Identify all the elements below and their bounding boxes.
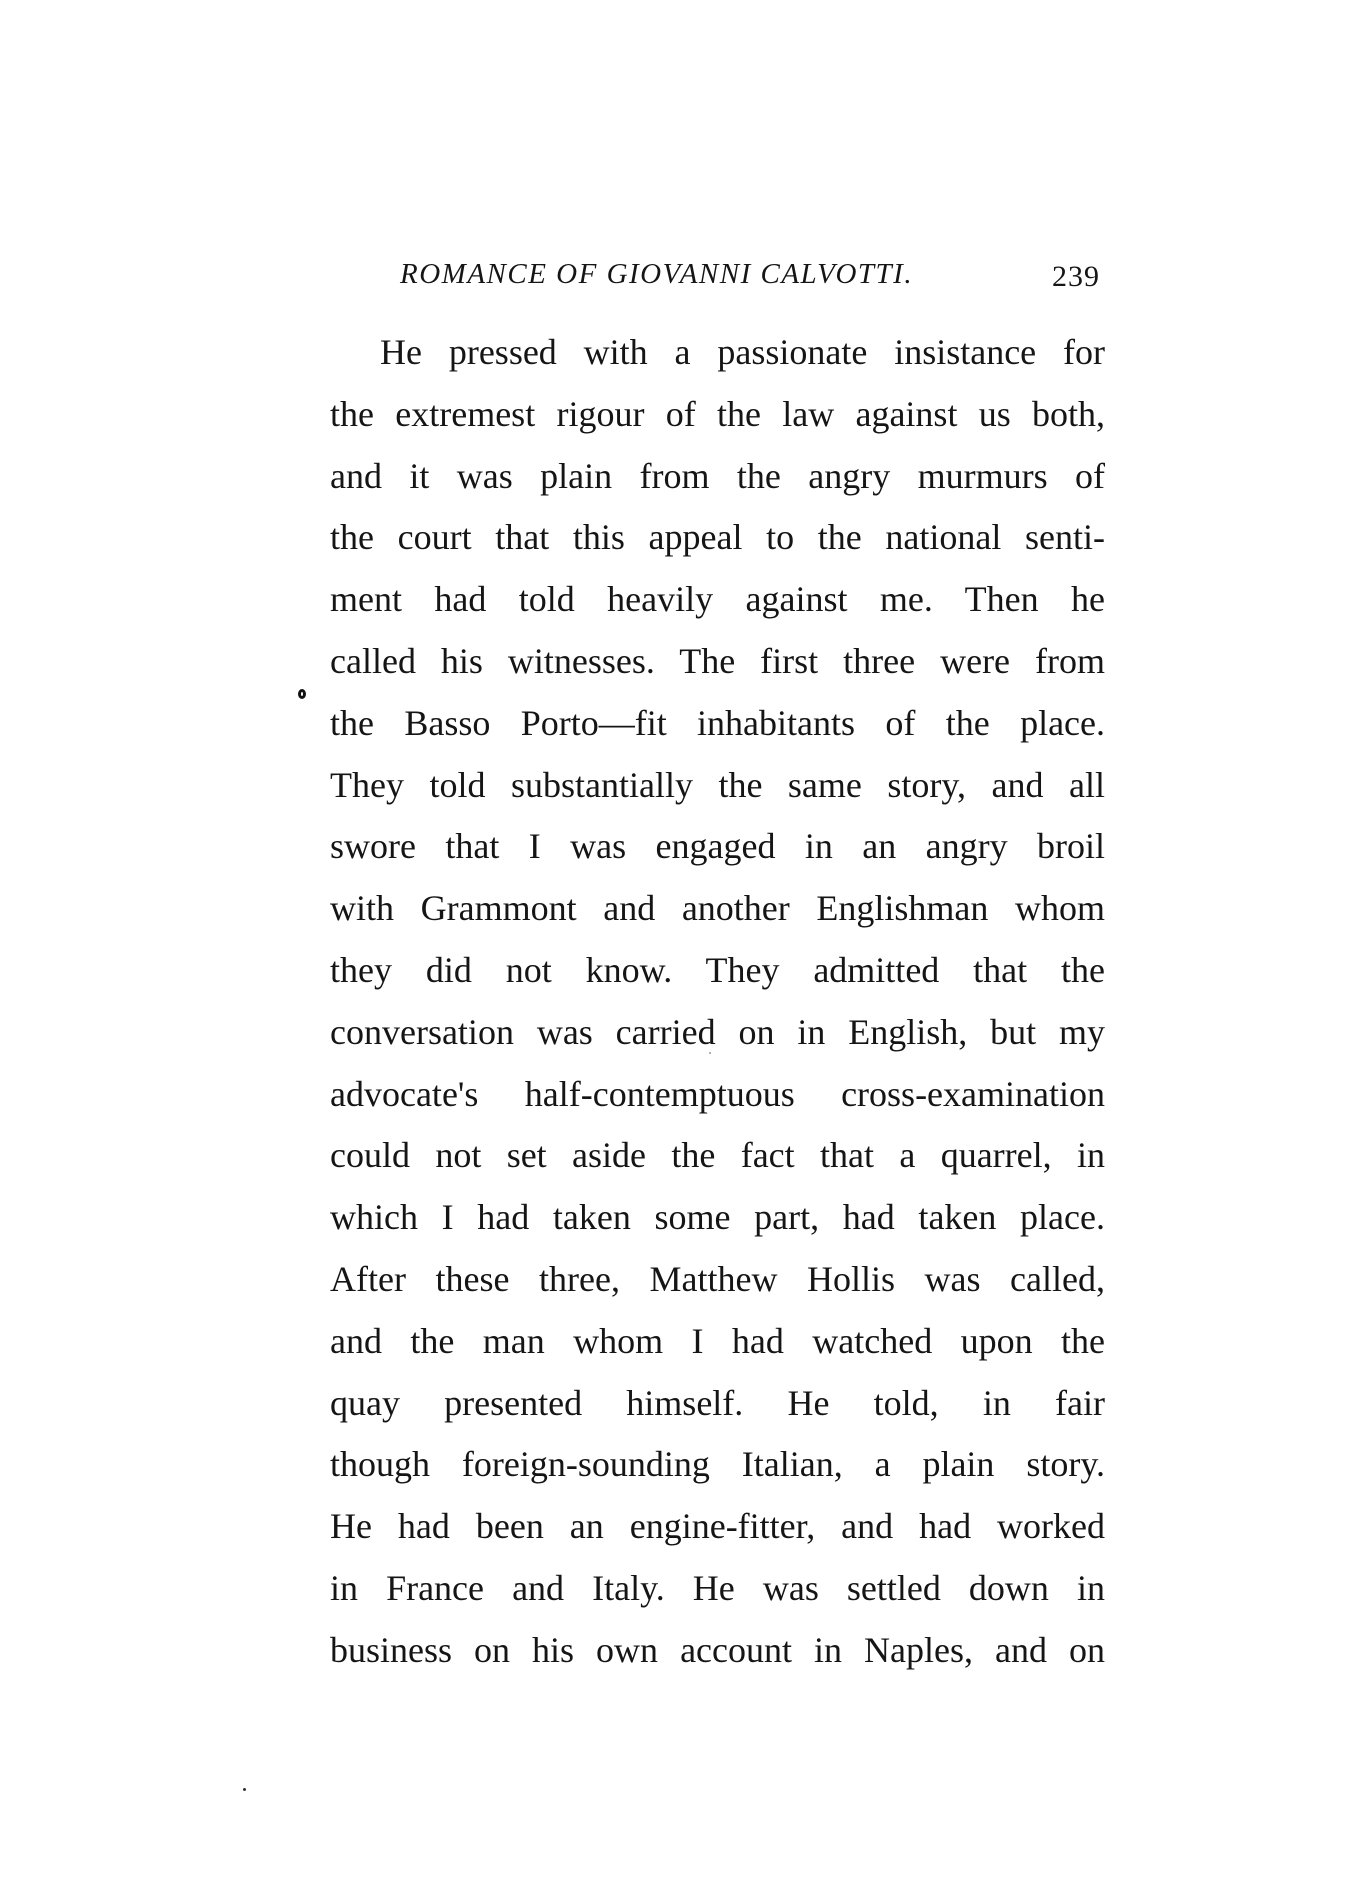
text-line: He pressed with a passionate insistance for: [380, 332, 1105, 372]
text-line: conversation was carried on in English, but my: [330, 1011, 1105, 1052]
text-line: They told substantially the same story, and all: [330, 764, 1105, 805]
ink-speck: [243, 1788, 246, 1791]
page-number: 239: [1052, 260, 1100, 293]
text-line: they did not know. They admitted that the: [330, 949, 1105, 990]
text-line: quay presented himself. He told, in fair: [330, 1382, 1105, 1423]
text-line: the extremest rigour of the law against us both,: [330, 393, 1105, 434]
text-line: business on his own account in Naples, and on: [330, 1629, 1105, 1670]
text-line: advocate's half-contemptuous cross-examination: [330, 1073, 1105, 1114]
text-line: and the man whom I had watched upon the: [330, 1320, 1105, 1361]
text-line: the Basso Porto—fit inhabitants of the place.: [330, 702, 1105, 743]
text-line: could not set aside the fact that a quarrel, in: [330, 1135, 1105, 1176]
text-line: ment had told heavily against me. Then he: [330, 579, 1105, 620]
text-line: and it was plain from the angry murmurs of: [330, 455, 1105, 496]
text-line: in France and Italy. He was settled down in: [330, 1567, 1105, 1608]
text-line: though foreign-sounding Italian, a plain story.: [330, 1444, 1105, 1485]
text-line: with Grammont and another Englishman whom: [330, 888, 1105, 929]
running-title: ROMANCE OF GIOVANNI CALVOTTI.: [400, 258, 914, 290]
running-head: [400, 258, 1100, 298]
body-text: [330, 322, 1105, 1682]
text-line: which I had taken some part, had taken place.: [330, 1197, 1105, 1238]
text-line: the court that this appeal to the national senti-: [330, 517, 1105, 558]
text-line: After these three, Matthew Hollis was called,: [330, 1258, 1105, 1299]
text-line: called his witnesses. The first three were from: [330, 640, 1105, 681]
margin-mark: [298, 689, 306, 699]
text-line: He had been an engine-fitter, and had worked: [330, 1506, 1105, 1547]
text-line: swore that I was engaged in an angry broil: [330, 826, 1105, 867]
